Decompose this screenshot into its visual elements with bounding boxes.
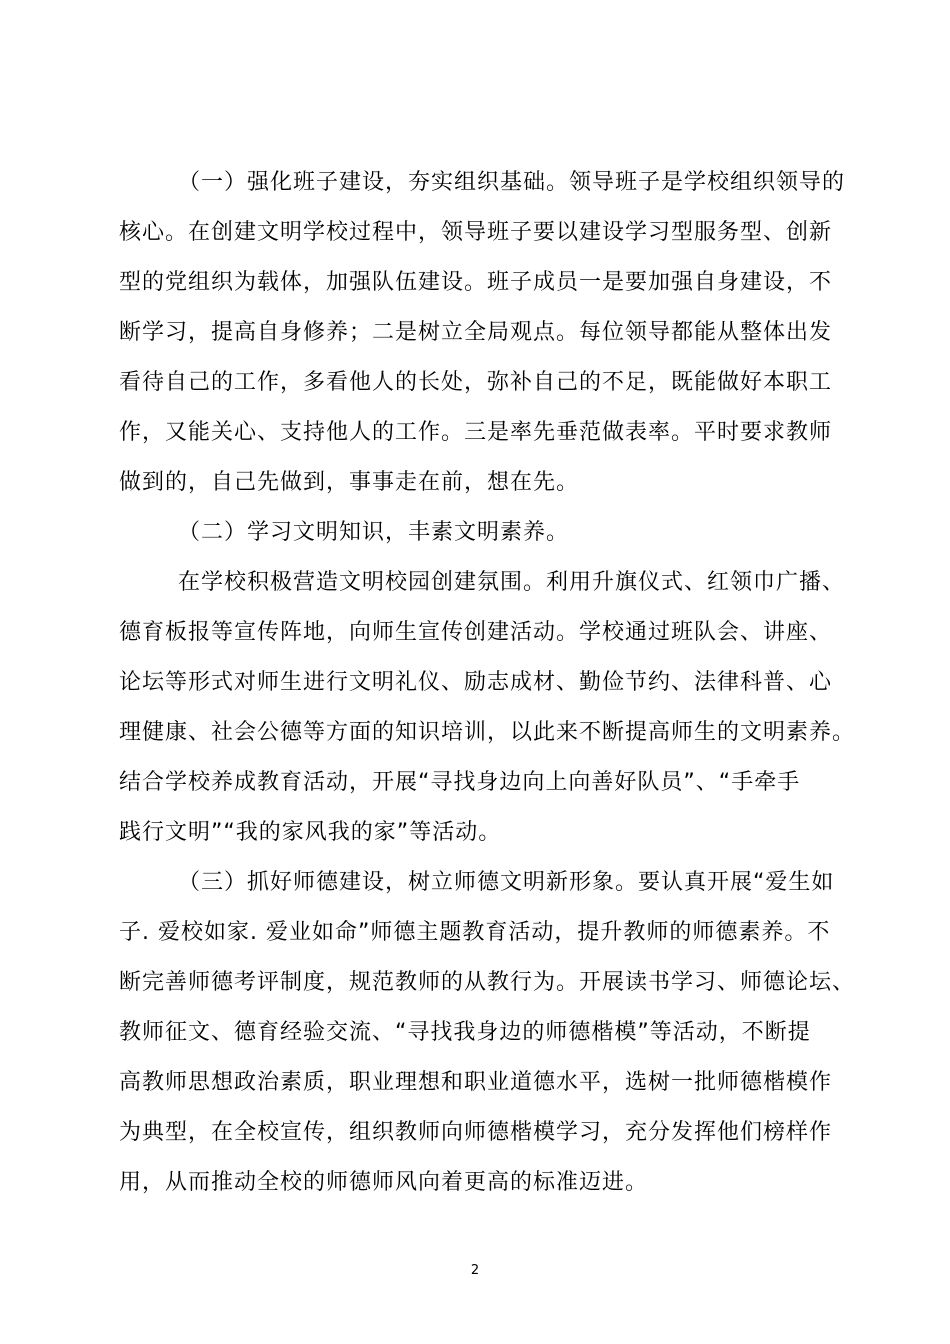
text-line: 断完善师德考评制度，规范教师的从教行为。开展读书学习、师德论坛、 — [119, 970, 856, 995]
text-line: 为典型，在全校宣传，组织教师向师德楷模学习，充分发挥他们榜样作 — [119, 1120, 833, 1145]
text-line: 结合学校养成教育活动，开展“寻找身边向上向善好队员”、“手牵手 — [119, 770, 801, 795]
text-line: 作，又能关心、支持他人的工作。三是率先垂范做表率。平时要求教师 — [119, 420, 833, 445]
section-heading: （二）学习文明知识，丰素文明素养。 — [178, 520, 570, 545]
text-line: 践行文明”“我的家风我的家”等活动。 — [119, 820, 502, 845]
text-line: 德育板报等宣传阵地，向师生宣传创建活动。学校通过班队会、讲座、 — [119, 620, 833, 645]
text-line: 子. 爱校如家. 爱业如命”师德主题教育活动，提升教师的师德素养。不 — [119, 920, 831, 945]
text-line: （一）强化班子建设，夯实组织基础。领导班子是学校组织领导的 — [178, 170, 846, 195]
text-line: 用，从而推动全校的师德师风向着更高的标准迈进。 — [119, 1170, 649, 1195]
page-number: 2 — [470, 1263, 480, 1278]
text-line: 论坛等形式对师生进行文明礼仪、励志成材、勤俭节约、法律科普、心 — [119, 670, 833, 695]
text-line: 在学校积极营造文明校园创建氛围。利用升旗仪式、红领巾广播、 — [178, 570, 846, 595]
text-line: 型的党组织为载体，加强队伍建设。班子成员一是要加强自身建设，不 — [119, 270, 833, 295]
text-line: 做到的，自己先做到，事事走在前，想在先。 — [119, 470, 580, 495]
text-line: 高教师思想政治素质，职业理想和职业道德水平，选树一批师德楷模作 — [119, 1070, 833, 1095]
text-line: （三）抓好师德建设，树立师德文明新形象。要认真开展“爱生如 — [178, 870, 835, 895]
text-line: 教师征文、德育经验交流、“寻找我身边的师德楷模”等活动，不断提 — [119, 1020, 811, 1045]
text-line: 断学习，提高自身修养；二是树立全局观点。每位领导都能从整体出发 — [119, 320, 833, 345]
text-line: 看待自己的工作，多看他人的长处，弥补自己的不足，既能做好本职工 — [119, 370, 833, 395]
text-line: 核心。在创建文明学校过程中，领导班子要以建设学习型服务型、创新 — [119, 220, 833, 245]
text-line: 理健康、社会公德等方面的知识培训，以此来不断提高师生的文明素养。 — [119, 720, 856, 745]
